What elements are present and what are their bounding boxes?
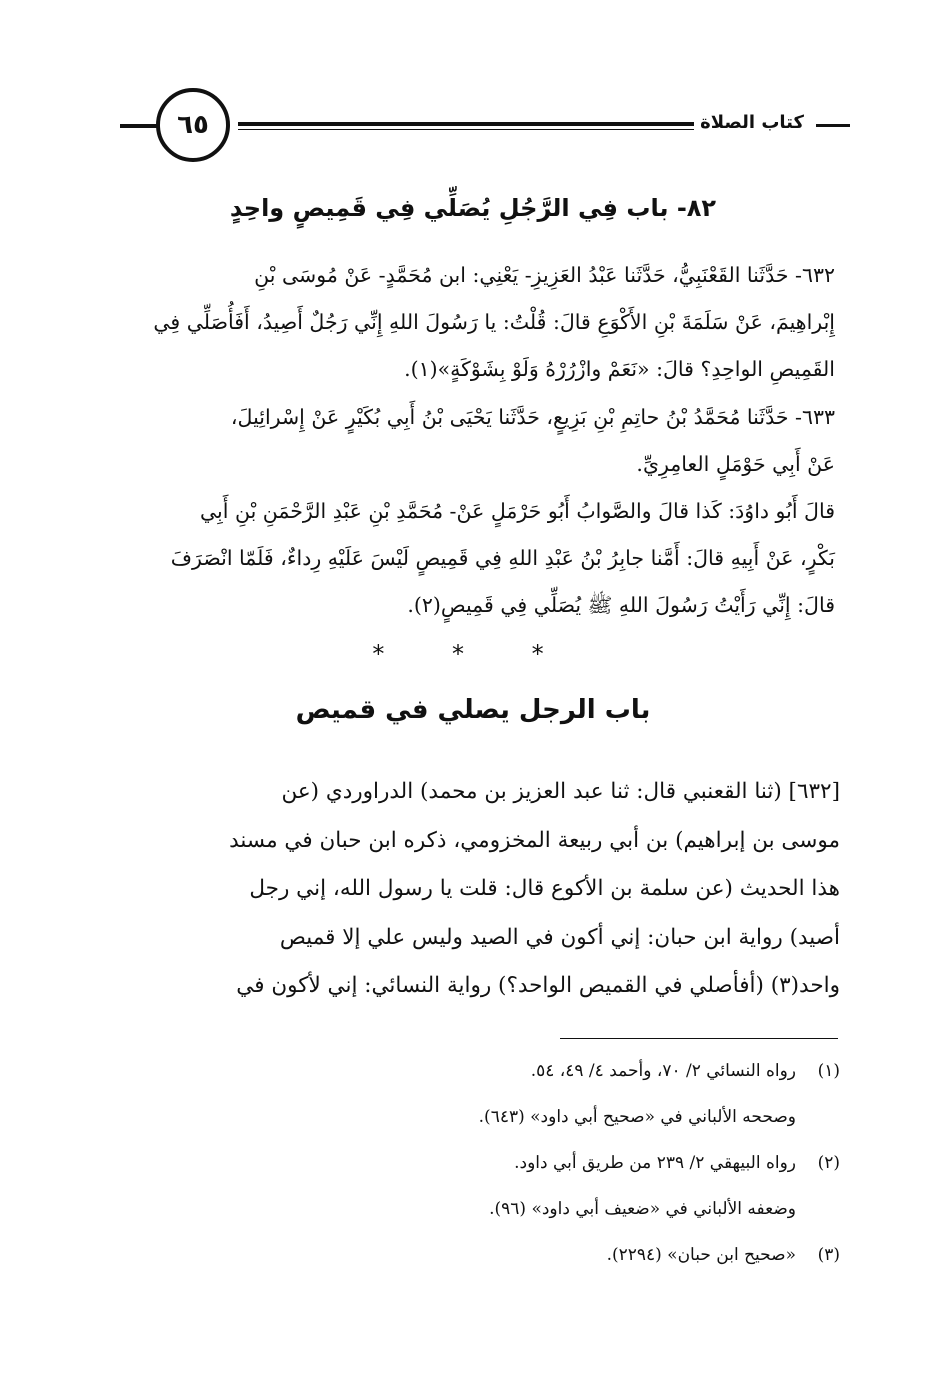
text-line: عَنْ أَبِي حَوْمَلٍ العامِرِيِّ.	[636, 452, 835, 476]
text-line: قالَ: إِنِّي رَأَيْتُ رَسُولَ اللهِ ﷺ يُصَلِّي فِي قَمِيصٍ(٢).	[407, 593, 835, 617]
footnote-text: «صحيح ابن حبان» (٢٢٩٤).	[606, 1245, 796, 1265]
footnote-2-continued	[80, 1186, 840, 1232]
commentary-title: باب الرجل يصلي في قميص	[295, 695, 651, 725]
footnote-1-continued	[80, 1094, 840, 1140]
hadith-632	[80, 252, 835, 393]
footnote-number: (٣)	[817, 1245, 840, 1265]
footnote-number: (٢)	[817, 1153, 840, 1173]
text-line: [٦٣٢] (ثنا القعنبي قال: ثنا عبد العزيز بن محمد) الدراوردي (عن	[281, 779, 840, 804]
running-title: كتاب الصلاة	[694, 112, 810, 133]
commentary-body	[80, 768, 840, 1011]
text-line: إِبْراهِيمَ، عَنْ سَلَمَةَ بْنِ الأَكْوَعِ قالَ: قُلْتُ: يا رَسُولَ اللهِ إِنِّي رَجُلٌ أَصِيدُ، أَفَأُصَلِّي فِي	[153, 310, 835, 334]
page-header	[120, 88, 850, 168]
header-rule-left	[120, 124, 158, 128]
text-line: أصيد) رواية ابن حبان: إني أكون في الصيد وليس علي إلا قميص	[279, 924, 840, 950]
text-line: القَمِيصِ الواحِدِ؟ قالَ: «نَعَمْ وازْرُرْهُ وَلَوْ بِشَوْكَةٍ»(١).	[404, 357, 835, 381]
text-line: موسى بن إبراهيم) بن أبي ربيعة المخزومي، ذكره ابن حبان في مسند	[229, 827, 840, 853]
text-line: ٦٣٢- حَدَّثَنا القَعْنَبِيُّ، حَدَّثَنا عَبْدُ العَزِيزِ- يَعْنِي: ابن مُحَمَّدٍ- عَنْ مُوسَى بْنِ	[254, 263, 835, 287]
footnote-text: وضعفه الألباني في «ضعيف أبي داود» (٩٦).	[489, 1199, 796, 1219]
footnote-rule	[560, 1038, 838, 1039]
text-line: هذا الحديث (عن سلمة بن الأكوع قال: قلت يا رسول الله، إني رجل	[249, 876, 840, 901]
footnote-text: رواه النسائي ٢/ ٧٠، وأحمد ٤/ ٤٩، ٥٤.	[530, 1061, 796, 1081]
abu-dawud-note	[80, 488, 835, 629]
header-rule-thin	[238, 129, 728, 130]
footnote-number: (١)	[817, 1061, 840, 1081]
footnote-text: وصححه الألباني في «صحيح أبي داود» (٦٤٣).	[478, 1107, 796, 1127]
text-line: بَكْرٍ، عَنْ أَبِيهِ قالَ: أَمَّنا جابِرُ بْنُ عَبْدِ اللهِ فِي قَمِيصٍ لَيْسَ عَلَيْهِ رِداءٌ، فَلَمّا انْصَرَفَ	[170, 546, 835, 570]
header-rule-tail	[816, 124, 850, 127]
footnote-2	[80, 1140, 840, 1186]
text-line: واحد(٣) (أفأصلي في القميص الواحد؟) رواية النسائي: إني لأكون في	[236, 973, 840, 998]
footnote-3	[80, 1232, 840, 1278]
hadith-633	[80, 394, 835, 488]
chapter-title: ٨٢- باب فِي الرَّجُلِ يُصَلِّي فِي قَمِيصٍ واحِدٍ	[229, 194, 717, 222]
page-number: ٦٥	[156, 88, 230, 162]
text-line: قالَ أَبُو داوُدَ: كَذا قالَ والصَّوابُ أَبُو حَرْمَلٍ عَنْ- مُحَمَّدِ بْنِ عَبْدِ الرَّحْمَنِ بْنِ أَبِي	[199, 499, 835, 523]
footnotes	[80, 1048, 840, 1278]
header-rule-thick	[238, 122, 728, 126]
footnote-text: رواه البيهقي ٢/ ٢٣٩ من طريق أبي داود.	[514, 1153, 796, 1173]
text-line: ٦٣٣- حَدَّثَنا مُحَمَّدُ بْنُ حاتِمِ بْنِ بَزِيعٍ، حَدَّثَنا يَحْيَى بْنُ أَبِي بُكَيْرٍ عَنْ إِسْرائِيلَ،	[230, 405, 835, 429]
section-separator: * * *	[372, 640, 574, 668]
footnote-1	[80, 1048, 840, 1094]
